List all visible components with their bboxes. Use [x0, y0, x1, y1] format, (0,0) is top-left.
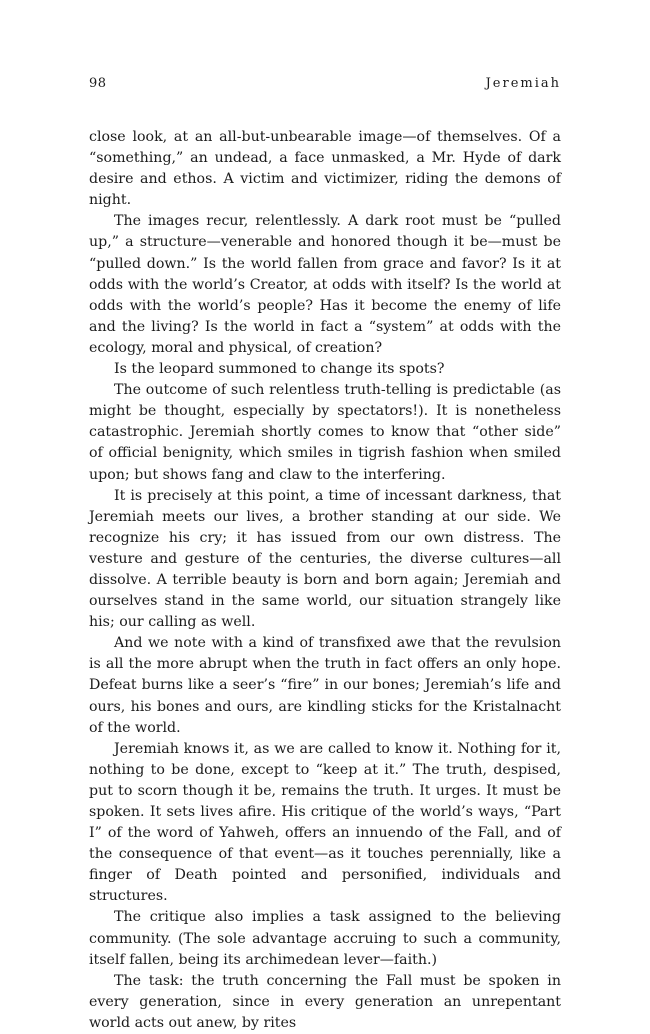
paragraph-9: The task: the truth concerning the Fall must be spoken in every generation, since in every generation an unrepentant world acts out anew, by rites	[89, 972, 561, 1031]
chapter-title: Jeremiah	[485, 76, 561, 91]
paragraph-7: Jeremiah knows it, as we are called to know it. Nothing for it, nothing to be done, except to “keep at it.” The truth, despised, put to scorn though it be, remains the truth. It urges. It must be spoken. It sets lives afire. His critique of the world’s ways, “Part I” of the word of Yahweh, offers an innuendo of the Fall, and of the consequence of that event—as it touches perennially, like a finger of Death pointed and personified, individuals and structures.	[89, 740, 561, 905]
paragraph-4: The outcome of such relentless truth-telling is predictable (as might be thought, especially by spectators!). It is nonetheless catastrophic. Jeremiah shortly comes to know that “other side” of official benignity, which smiles in tigrish fashion when smiled upon; but shows fang and claw to the interfering.	[89, 382, 561, 483]
body-text	[89, 127, 561, 1034]
paragraph-8: The critique also implies a task assigned to the believing community. (The sole advantage accruing to such a community, itself fallen, being its archimedean lever—faith.)	[89, 909, 561, 968]
paragraph-2: The images recur, relentlessly. A dark root must be “pulled up,” a structure—venerable and honored though it be—must be “pulled down.” Is the world fallen from grace and favor? Is it at odds with the world’s Creator, at odds with itself? Is the world at odds with the world’s people? Has it become the enemy of life and the living? Is the world in fact a “system” at odds with the ecology, moral and physical, of creation?	[89, 213, 561, 356]
paragraph-1: close look, at an all-but-unbearable image—of themselves. Of a “something,” an undead, a face unmasked, a Mr. Hyde of dark desire and ethos. A victim and victimizer, riding the demons of night.	[89, 129, 561, 209]
running-head	[89, 76, 561, 96]
paragraph-3: Is the leopard summoned to change its spots?	[114, 361, 445, 378]
paragraph-5: It is precisely at this point, a time of incessant darkness, that Jeremiah meets our lives, a brother standing at our side. We recognize his cry; it has issued from our own distress. The vesture and gesture of the centuries, the diverse cultures—all dissolve. A terrible beauty is born and born again; Jeremiah and ourselves stand in the same world, our situation strangely like his; our calling as well.	[89, 487, 561, 631]
page-number: 98	[89, 76, 107, 91]
paragraph-6: And we note with a kind of transfixed awe that the revulsion is all the more abrupt when the truth in fact offers an only hope. Defeat burns like a seer’s “fire” in our bones; Jeremiah’s life and ours, his bones and ours, are kindling sticks for the Kristalnacht of the world.	[89, 635, 561, 736]
